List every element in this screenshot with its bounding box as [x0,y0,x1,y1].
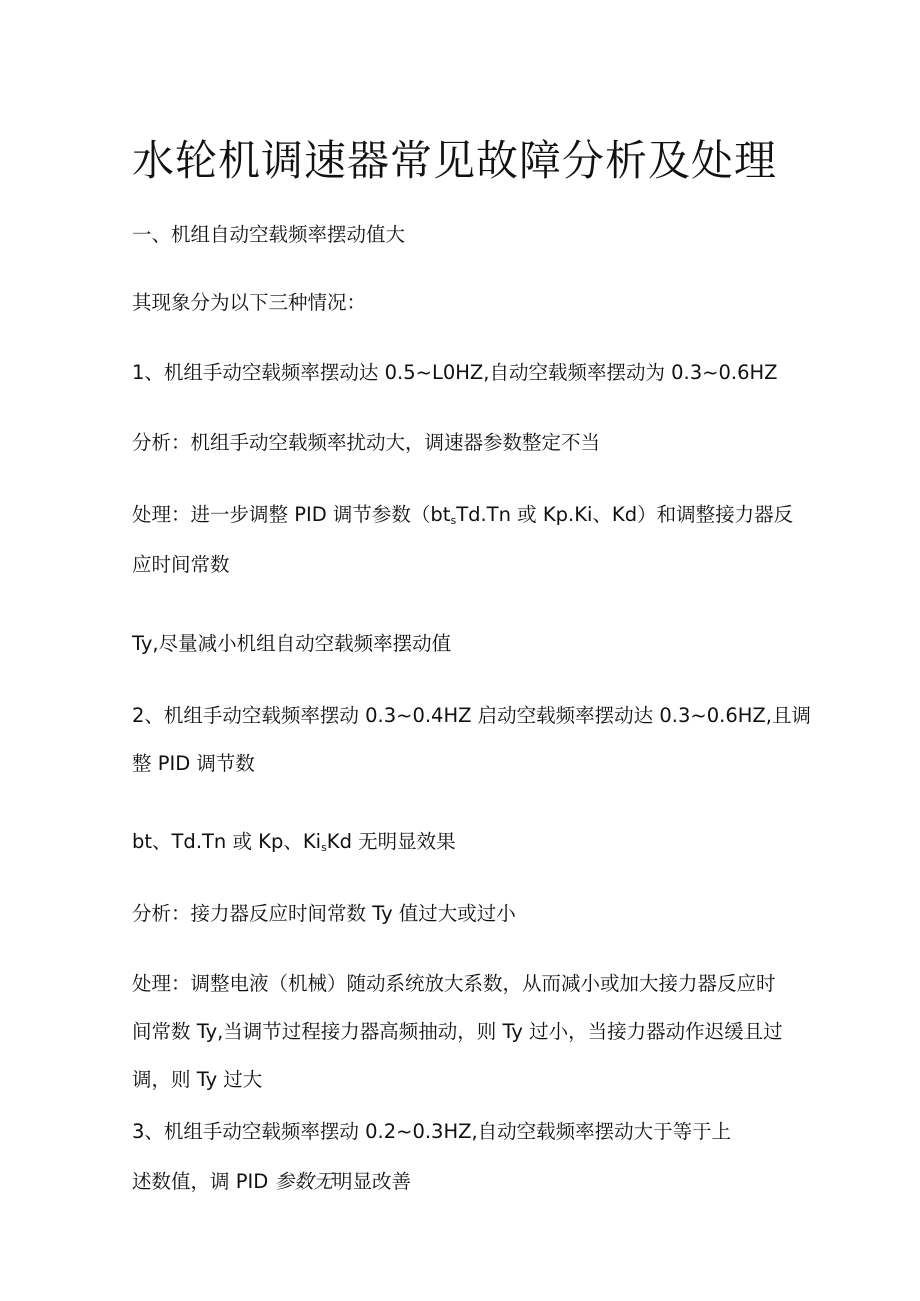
case3-line2 [132,1166,411,1194]
intro-paragraph: 其现象分为以下三种情况： [132,291,367,314]
case1-treatment-line3: Ty,尽量减小机组自动空载频率摆动值 [132,632,452,655]
case1-analysis: 分析：机组手动空载频率扰动大，调速器参数整定不当 [132,431,601,454]
case2-line3-subscript: s [321,841,327,854]
case1-treatment-line1 [132,499,793,527]
case2-treatment-line1: 处理：调整电液（机械）随动系统放大系数，从而减小或加大接力器反应时 [132,972,776,995]
case1-paragraph: 1、机组手动空载频率摆动达 0.5~L0HZ,自动空载频率摆动为 0.3~0.6HZ [132,361,778,384]
case2-line3 [132,826,456,854]
case1-treatment-subscript: s [450,514,457,527]
case3-line2-text-a: 述数值，调 PID [132,1170,275,1193]
section-heading: 一、机组自动空载频率摆动值大 [132,223,406,246]
case1-treatment-text-b: Td.Tn 或 Kp.Ki、Kd）和调整接力器反 [456,503,794,526]
document-title: 水轮机调速器常见故障分析及处理 [132,136,778,185]
case1-treatment-text-a: 处理：进一步调整 PID 调节参数（bt [132,503,451,526]
case2-treatment-line2: 间常数 Ty,当调节过程接力器高频抽动，则 Ty 过小，当接力器动作迟缓且过 [132,1020,783,1043]
case1-treatment-line2: 应时间常数 [132,553,230,576]
case3-line2-italic: 参数无 [274,1170,333,1193]
case2-line1: 2、机组手动空载频率摆动 0.3~0.4HZ 启动空载频率摆动达 0.3~0.6HZ,且调 [132,704,811,727]
case3-line1: 3、机组手动空载频率摆动 0.2~0.3HZ,自动空载频率摆动大于等于上 [132,1120,732,1143]
case2-line2: 整 PID 调节数 [132,752,255,775]
case2-treatment-line3: 调，则 Ty 过大 [132,1068,263,1091]
case2-line3-text-b: Kd 无明显效果 [326,830,456,853]
case2-analysis: 分析：接力器反应时间常数 Ty 值过大或过小 [132,902,516,925]
case3-line2-text-b: 明显改善 [332,1170,411,1193]
case2-line3-text-a: bt、Td.Tn 或 Kp、Ki [132,830,322,853]
